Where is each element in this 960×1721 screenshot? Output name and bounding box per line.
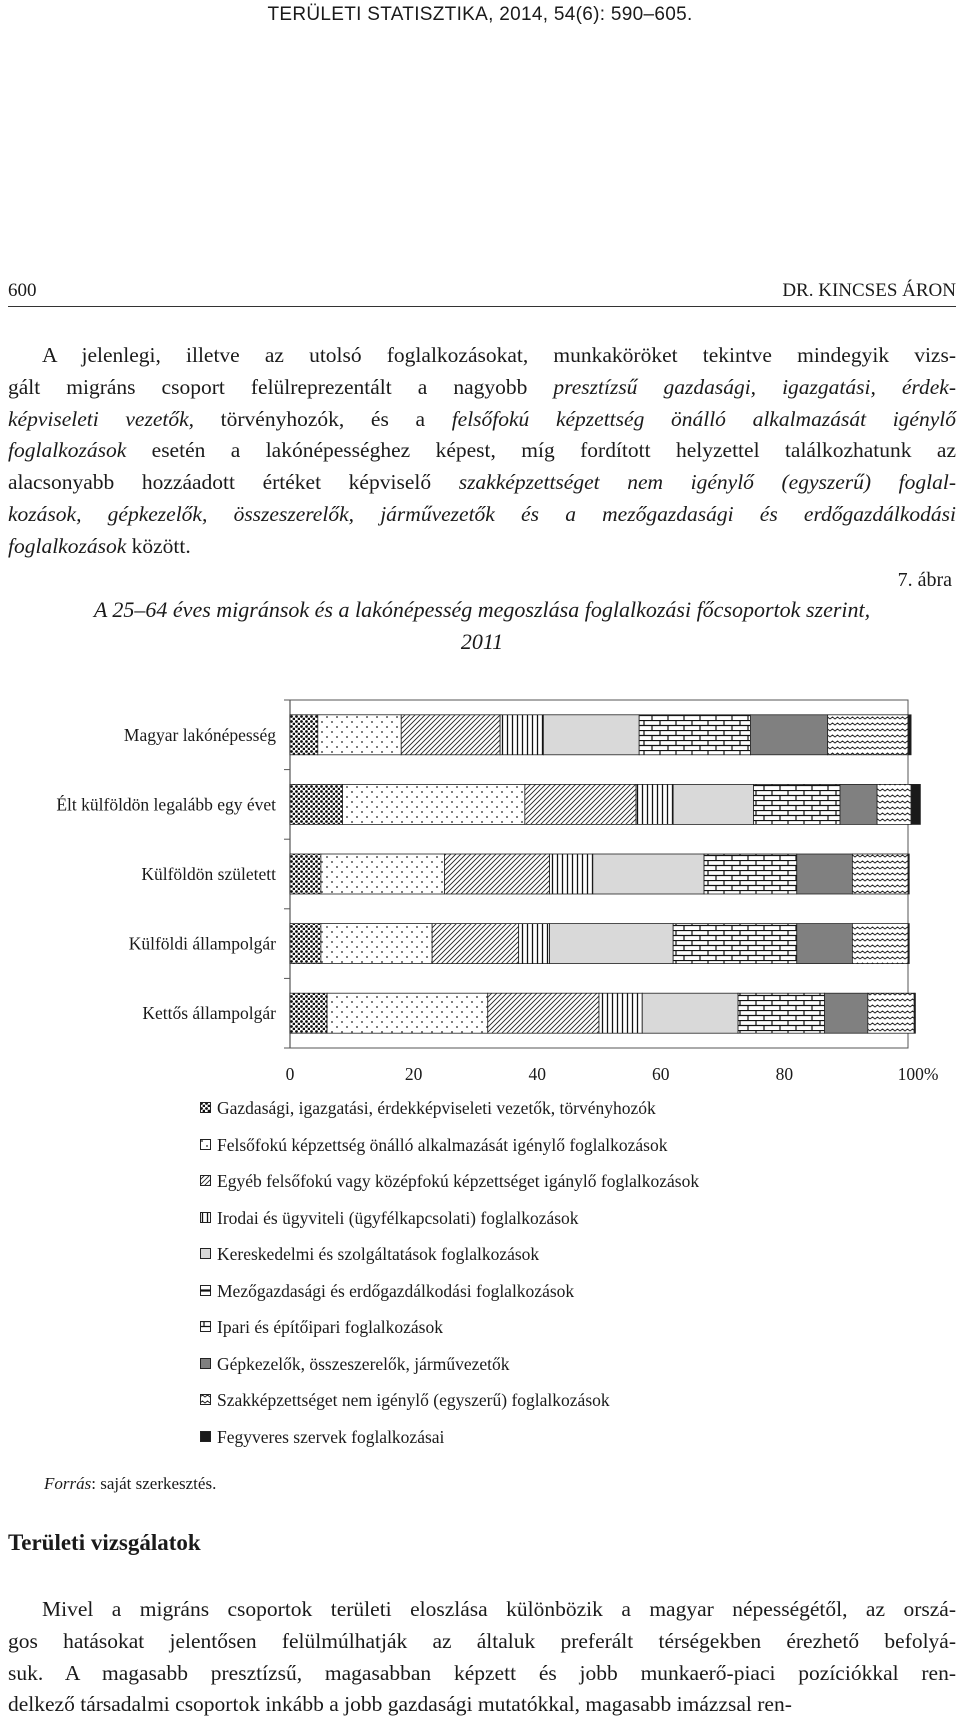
- category-label: Magyar lakónépesség: [123, 724, 276, 745]
- legend-label: Ipari és építőipari foglalkozások: [217, 1317, 443, 1337]
- x-tick-label: 60: [652, 1064, 670, 1084]
- text-line: [8, 499, 956, 531]
- bar-segment: [673, 924, 797, 964]
- bar-segment: [321, 924, 432, 964]
- section-title: Területi vizsgálatok: [8, 1530, 201, 1555]
- x-tick-label: 0: [285, 1064, 295, 1084]
- text-segment: Mivel a migráns csoportok területi eloszlása különbözik a magyar népességétől, az orszá-: [42, 1597, 956, 1621]
- bar-segment: [673, 784, 753, 824]
- bar-segment: [432, 924, 519, 964]
- text-segment: delkező társadalmi csoportok inkább a jobb gazdasági mutatókkal, magasabb imázzsal ren-: [8, 1692, 792, 1717]
- x-tick-label: 20: [404, 1064, 423, 1084]
- bar-segment: [639, 715, 750, 755]
- legend-swatch-fill: [201, 1395, 211, 1405]
- bar-segment: [321, 854, 445, 894]
- legend-swatch: [200, 1358, 211, 1369]
- bar-segment: [550, 854, 593, 894]
- bar-segment: [914, 993, 915, 1033]
- bar-segment: [704, 854, 797, 894]
- italic-term: felsőfokú képzettség önálló alkalmazását igénylő: [451, 406, 956, 431]
- legend-swatch-fill: [201, 1139, 211, 1149]
- legend-swatch: [200, 1321, 211, 1332]
- bar-segment: [868, 993, 914, 1033]
- bar-segment: [500, 715, 543, 755]
- bar-segment: [290, 715, 318, 755]
- text-line: [8, 467, 956, 499]
- figure-caption-line-2: 2011: [460, 629, 504, 654]
- source-note: [44, 1474, 216, 1494]
- figure-caption-line-1: A 25–64 éves migránsok és a lakónépesség megoszlása foglalkozási főcsoportok szerint,: [93, 597, 871, 622]
- legend-label: Gépkezelők, összeszerelők, járművezetők: [217, 1353, 510, 1374]
- bar-segment: [290, 784, 343, 824]
- paragraph-2: [8, 1594, 956, 1721]
- bar-segment: [290, 924, 321, 964]
- legend-label: Irodai és ügyviteli (ügyfélkapcsolati) foglalkozások: [217, 1207, 579, 1228]
- category-label: Külföldi állampolgár: [128, 933, 276, 954]
- text-line: [8, 404, 956, 436]
- bar-segment: [593, 854, 704, 894]
- bar-segment: [636, 784, 673, 824]
- legend-swatch: [200, 1248, 211, 1259]
- category-label: Külföldön született: [141, 864, 276, 884]
- legend-swatch-fill: [201, 1212, 211, 1222]
- category-label: Kettős állampolgár: [142, 1003, 276, 1024]
- italic-term: képviseleti vezetők,: [8, 406, 195, 431]
- text-segment: suk. A magasabb presztízsű, magasabban képzett és jobb munkaerő-piaci pozíciókkal ren-: [8, 1660, 956, 1685]
- bar-segment: [318, 715, 401, 755]
- legend-swatch: [200, 1212, 211, 1223]
- text-segment: A jelenlegi, illetve az utolsó foglalkozásokat, munkaköröket tekintve mindegyik vizs-: [42, 343, 956, 367]
- text-line: [8, 1658, 956, 1690]
- bar-segment: [908, 715, 911, 755]
- italic-term: foglalkozások: [8, 533, 127, 558]
- legend-swatch-fill: [201, 1322, 211, 1332]
- bar-segment: [550, 924, 674, 964]
- text-segment: alacsonyabb hozzáadott értéket képviselő: [8, 470, 459, 495]
- x-tick-label: 100%: [897, 1064, 939, 1084]
- legend-swatch-fill: [201, 1103, 211, 1113]
- bar-segment: [290, 854, 321, 894]
- bar-segment: [290, 993, 327, 1033]
- paragraph-1: [8, 340, 956, 563]
- bar-segment: [825, 993, 868, 1033]
- legend-label: Egyéb felsőfokú vagy középfokú képzettséget igánylő foglalkozások: [217, 1171, 700, 1191]
- bar-segment: [828, 715, 908, 755]
- x-tick-label: 80: [775, 1064, 794, 1084]
- legend-swatch: [200, 1139, 211, 1150]
- bar-segment: [840, 784, 877, 824]
- figure-label: 7. ábra: [897, 569, 952, 591]
- bar-segment: [852, 924, 908, 964]
- italic-term: szakképzettséget nem igénylő (egyszerű) foglal-: [458, 470, 957, 495]
- source-text: : saját szerkesztés.: [91, 1474, 217, 1493]
- legend-label: Felsőfokú képzettség önálló alkalmazását igénylő foglalkozások: [217, 1134, 668, 1155]
- running-head: [8, 280, 956, 307]
- bar-segment: [543, 715, 639, 755]
- italic-term: presztízsű gazdasági, igazgatási, érdek-: [553, 374, 956, 399]
- bar-segment: [908, 854, 909, 894]
- legend-swatch-fill: [201, 1431, 211, 1441]
- legend-label: Fegyveres szervek foglalkozásai: [217, 1426, 445, 1447]
- bar-segment: [738, 993, 825, 1033]
- legend-label: Mezőgazdasági és erdőgazdálkodási foglalkozások: [217, 1280, 575, 1301]
- text-line: [8, 1594, 956, 1626]
- bar-segment: [750, 715, 827, 755]
- text-line: [8, 1689, 956, 1721]
- bar-segment: [908, 924, 909, 964]
- legend-label: Kereskedelmi és szolgáltatások foglalkozások: [217, 1244, 540, 1264]
- bar-segment: [525, 784, 636, 824]
- source-label: Forrás: [44, 1474, 92, 1493]
- bar-segment: [343, 784, 525, 824]
- bar-segment: [911, 784, 920, 824]
- text-line: [8, 1626, 956, 1658]
- legend-swatch: [200, 1431, 211, 1442]
- legend-swatch: [200, 1285, 211, 1296]
- bar-segment: [599, 993, 642, 1033]
- bar-segment: [877, 784, 911, 824]
- legend-swatch: [200, 1175, 211, 1186]
- bar-segment: [445, 854, 550, 894]
- italic-term: kozások, gépkezelők, összeszerelők, járművezetők és a mezőgazdasági és erdőgazdálkodási: [8, 501, 956, 526]
- journal-header: TERÜLETI STATISZTIKA, 2014, 54(6): 590–605.: [267, 4, 693, 25]
- text-line: [8, 372, 956, 404]
- page-number: 600: [8, 280, 37, 301]
- legend-label: Szakképzettséget nem igénylő (egyszerű) foglalkozások: [217, 1390, 610, 1410]
- author-name: DR. KINCSES ÁRON: [782, 280, 956, 301]
- text-line: [8, 531, 956, 563]
- stacked-bar-chart: [0, 680, 960, 1090]
- legend-swatch: [200, 1394, 211, 1405]
- text-line: [8, 340, 956, 372]
- text-segment: esetén a lakónépességhez képest, míg fordított helyzettel találkozhatunk az: [126, 438, 956, 463]
- legend-label: Gazdasági, igazgatási, érdekképviseleti vezetők, törvényhozók: [217, 1098, 656, 1118]
- text-segment: között.: [126, 533, 191, 558]
- x-tick-label: 40: [528, 1064, 546, 1084]
- bar-segment: [327, 993, 488, 1033]
- figure-caption: [8, 594, 956, 658]
- bar-segment: [642, 993, 738, 1033]
- text-segment: gált migráns csoport felülreprezentált a nagyobb: [8, 374, 554, 399]
- bar-segment: [488, 993, 599, 1033]
- bar-segment: [754, 784, 841, 824]
- bar-segment: [797, 924, 853, 964]
- text-segment: gos hatásokat jelentősen felülmúlhatják az általuk preferált térségekben érezhető befolyá-: [8, 1628, 956, 1653]
- legend-swatch-fill: [201, 1176, 211, 1186]
- bar-segment: [797, 854, 853, 894]
- legend-swatch-fill: [201, 1249, 211, 1259]
- bar-segment: [519, 924, 550, 964]
- category-label: Élt külföldön legalább egy évet: [56, 794, 276, 815]
- bar-segment: [852, 854, 908, 894]
- bar-segment: [401, 715, 500, 755]
- italic-term: foglalkozások: [8, 438, 127, 463]
- text-line: [8, 435, 956, 467]
- legend-swatch: [200, 1102, 211, 1113]
- text-segment: törvényhozók, és a: [194, 406, 452, 431]
- legend-swatch-fill: [201, 1358, 211, 1368]
